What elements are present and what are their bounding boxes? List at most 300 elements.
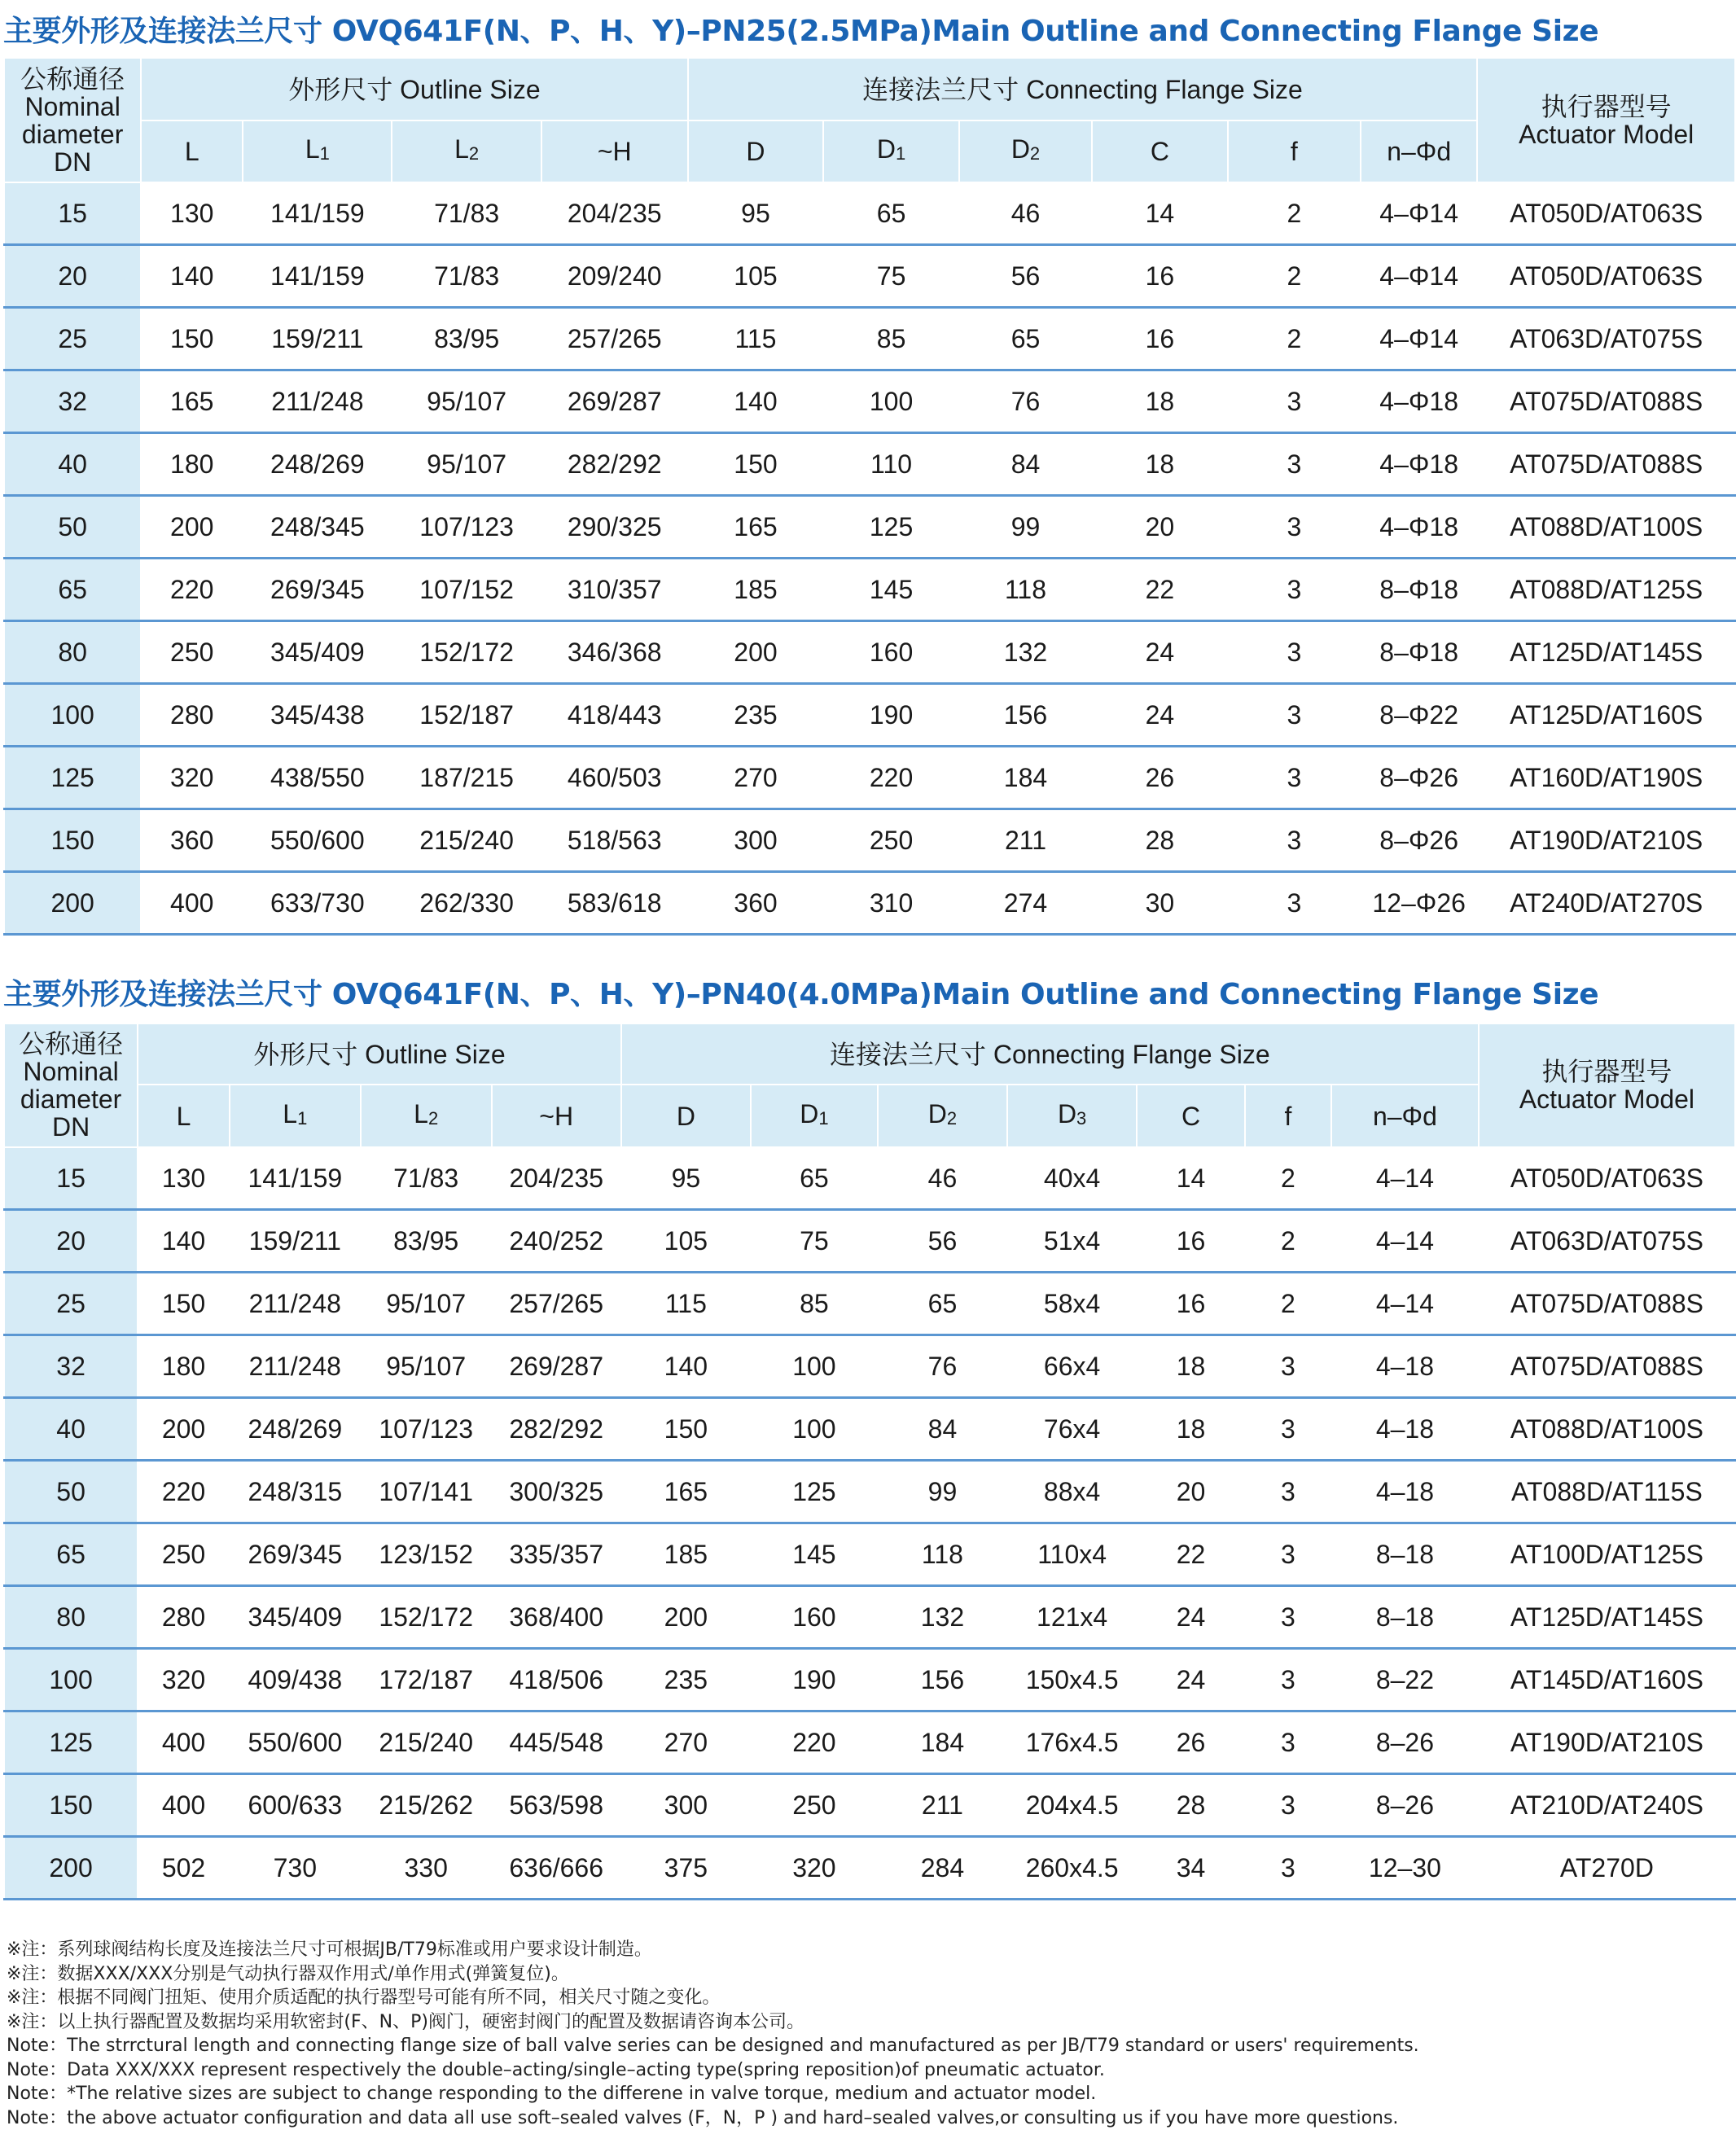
dn-cell: 125 xyxy=(4,1711,138,1774)
table-cell: 46 xyxy=(878,1147,1007,1210)
table-cell: 141/159 xyxy=(230,1147,361,1210)
table-cell: 518/563 xyxy=(541,809,688,872)
table-cell: AT190D/AT210S xyxy=(1479,1711,1735,1774)
table-cell: 28 xyxy=(1092,809,1228,872)
table-cell: 3 xyxy=(1245,1711,1331,1774)
dn-cell: 80 xyxy=(4,1586,138,1649)
table-cell: 115 xyxy=(688,308,824,370)
table-row xyxy=(4,1774,1735,1837)
column-header xyxy=(823,121,959,182)
table-cell: AT075D/AT088S xyxy=(1477,433,1735,496)
table-cell: 270 xyxy=(688,747,824,809)
table-cell: 140 xyxy=(138,1210,230,1273)
table-cell: 4–Φ14 xyxy=(1361,245,1477,308)
table-cell: 300 xyxy=(621,1774,751,1837)
header-actuator-zh: 执行器型号 xyxy=(1478,93,1734,121)
table-cell: 220 xyxy=(141,559,243,621)
table-cell: 418/443 xyxy=(541,684,688,747)
column-header xyxy=(878,1085,1007,1147)
table-cell: 76 xyxy=(878,1335,1007,1398)
table-cell: AT125D/AT160S xyxy=(1477,684,1735,747)
table-cell: 3 xyxy=(1245,1523,1331,1586)
table-cell: 3 xyxy=(1245,1774,1331,1837)
dn-cell: 25 xyxy=(4,308,141,370)
table-cell: 3 xyxy=(1245,1335,1331,1398)
table-row xyxy=(4,370,1735,433)
table-cell: 18 xyxy=(1137,1398,1245,1461)
table-cell: 8–18 xyxy=(1331,1586,1479,1649)
table-cell: 250 xyxy=(138,1523,230,1586)
table-cell: 418/506 xyxy=(492,1649,621,1711)
column-header-subscript: 1 xyxy=(818,1108,828,1129)
table-cell: 65 xyxy=(959,308,1092,370)
table-row xyxy=(4,1649,1735,1711)
table-cell: 85 xyxy=(751,1273,878,1335)
table-cell: 3 xyxy=(1228,684,1361,747)
table-cell: 8–Φ22 xyxy=(1361,684,1477,747)
table-cell: 215/262 xyxy=(361,1774,492,1837)
column-header xyxy=(492,1085,621,1147)
dn-cell: 40 xyxy=(4,1398,138,1461)
table-cell: 152/172 xyxy=(361,1586,492,1649)
column-header-subscript: 1 xyxy=(896,143,905,164)
table-cell: 320 xyxy=(751,1837,878,1900)
header-actuator-en: Actuator Model xyxy=(1478,121,1734,148)
table-cell: 180 xyxy=(138,1335,230,1398)
dn-cell: 20 xyxy=(4,1210,138,1273)
table-cell: 22 xyxy=(1092,559,1228,621)
table-cell: 4–14 xyxy=(1331,1147,1479,1210)
header-actuator-model xyxy=(1477,58,1735,182)
table-cell: 8–Φ26 xyxy=(1361,809,1477,872)
table-cell: 95 xyxy=(621,1147,751,1210)
table-cell: 16 xyxy=(1092,245,1228,308)
table-cell: 132 xyxy=(878,1586,1007,1649)
table-cell: 550/600 xyxy=(243,809,392,872)
table2-pn40 xyxy=(3,1023,1736,1900)
table-cell: 502 xyxy=(138,1837,230,1900)
table-cell: 65 xyxy=(823,182,959,245)
column-header xyxy=(138,1085,230,1147)
table-cell: 88x4 xyxy=(1007,1461,1137,1523)
column-header-label: D xyxy=(677,1102,695,1131)
table-cell: 284 xyxy=(878,1837,1007,1900)
table-cell: 107/123 xyxy=(361,1398,492,1461)
table1-body xyxy=(4,182,1735,935)
table-cell: 165 xyxy=(141,370,243,433)
table-cell: 8–Φ18 xyxy=(1361,559,1477,621)
table-cell: 204/235 xyxy=(492,1147,621,1210)
table-cell: 235 xyxy=(688,684,824,747)
column-header-subscript: 1 xyxy=(320,143,330,164)
dn-cell: 80 xyxy=(4,621,141,684)
note-line: ※注：根据不同阀门扭矩、使用介质适配的执行器型号可能有所不同，相关尺寸随之变化。 xyxy=(7,1986,1725,2010)
table-cell: 150 xyxy=(141,308,243,370)
table-cell: AT063D/AT075S xyxy=(1479,1210,1735,1273)
table-cell: 76 xyxy=(959,370,1092,433)
table-cell: 121x4 xyxy=(1007,1586,1137,1649)
dn-cell: 150 xyxy=(4,809,141,872)
column-header-label: L xyxy=(454,134,469,164)
table-row xyxy=(4,684,1735,747)
table-cell: 107/152 xyxy=(392,559,541,621)
table-cell: 34 xyxy=(1137,1837,1245,1900)
column-header-label: f xyxy=(1284,1102,1291,1131)
table-row xyxy=(4,245,1735,308)
column-header xyxy=(1228,121,1361,182)
table-cell: 95/107 xyxy=(392,433,541,496)
table-cell: 209/240 xyxy=(541,245,688,308)
table-row xyxy=(4,182,1735,245)
table-cell: 280 xyxy=(141,684,243,747)
table-cell: 123/152 xyxy=(361,1523,492,1586)
column-header-label: D xyxy=(1058,1099,1076,1129)
table-cell: 211 xyxy=(878,1774,1007,1837)
header-dn xyxy=(4,1023,138,1147)
table-cell: 165 xyxy=(688,496,824,559)
note-line: Note：*The relative sizes are subject to change responding to the differene in valve torque, medium and actuator model. xyxy=(7,2082,1725,2106)
table-cell: 4–Φ14 xyxy=(1361,308,1477,370)
table-cell: 250 xyxy=(141,621,243,684)
table-cell: AT050D/AT063S xyxy=(1477,182,1735,245)
table-cell: 240/252 xyxy=(492,1210,621,1273)
table-cell: 140 xyxy=(688,370,824,433)
table-cell: 400 xyxy=(138,1711,230,1774)
table1-pn25 xyxy=(3,57,1736,936)
table-cell: 4–14 xyxy=(1331,1210,1479,1273)
table-cell: 204x4.5 xyxy=(1007,1774,1137,1837)
table-cell: 2 xyxy=(1228,245,1361,308)
table-cell: 400 xyxy=(141,872,243,935)
table-cell: 150 xyxy=(621,1398,751,1461)
table-cell: 4–18 xyxy=(1331,1461,1479,1523)
table-cell: 20 xyxy=(1092,496,1228,559)
column-header-label: L xyxy=(305,134,320,164)
dn-cell: 50 xyxy=(4,1461,138,1523)
table-cell: 125 xyxy=(751,1461,878,1523)
table-row xyxy=(4,872,1735,935)
header-dn-en2: diameter xyxy=(5,1085,137,1113)
table-cell: 16 xyxy=(1137,1273,1245,1335)
header-actuator-model xyxy=(1479,1023,1735,1147)
table-cell: 24 xyxy=(1092,684,1228,747)
column-header xyxy=(392,121,541,182)
column-header xyxy=(1137,1085,1245,1147)
table-cell: AT125D/AT145S xyxy=(1479,1586,1735,1649)
table-cell: 105 xyxy=(621,1210,751,1273)
table-cell: 84 xyxy=(878,1398,1007,1461)
table-cell: 257/265 xyxy=(492,1273,621,1335)
table-cell: 282/292 xyxy=(492,1398,621,1461)
table-cell: 3 xyxy=(1245,1398,1331,1461)
table-cell: AT088D/AT100S xyxy=(1477,496,1735,559)
dn-cell: 15 xyxy=(4,1147,138,1210)
table-row xyxy=(4,1523,1735,1586)
table-row xyxy=(4,621,1735,684)
dn-cell: 25 xyxy=(4,1273,138,1335)
table-cell: 152/172 xyxy=(392,621,541,684)
table-cell: 3 xyxy=(1245,1649,1331,1711)
table-cell: 400 xyxy=(138,1774,230,1837)
header-connecting-flange: 连接法兰尺寸 Connecting Flange Size xyxy=(688,58,1478,121)
table-cell: 132 xyxy=(959,621,1092,684)
table-cell: 290/325 xyxy=(541,496,688,559)
table-cell: 99 xyxy=(878,1461,1007,1523)
table-cell: 280 xyxy=(138,1586,230,1649)
table-cell: 600/633 xyxy=(230,1774,361,1837)
table-cell: 345/438 xyxy=(243,684,392,747)
table-cell: 4–Φ18 xyxy=(1361,496,1477,559)
note-line: Note：the above actuator configuration and data all use soft–sealed valves (F，N，P ) and hard–sealed valves,or consulting us if you have more questions. xyxy=(7,2106,1725,2130)
column-header-label: D xyxy=(746,137,765,166)
header-actuator-zh: 执行器型号 xyxy=(1480,1058,1734,1085)
table-cell: 211/248 xyxy=(230,1273,361,1335)
column-header-subscript: 3 xyxy=(1076,1108,1086,1129)
column-header-label: ~H xyxy=(539,1102,573,1131)
column-header xyxy=(243,121,392,182)
header-outline-size: 外形尺寸 Outline Size xyxy=(141,58,687,121)
column-header xyxy=(1007,1085,1137,1147)
dn-cell: 65 xyxy=(4,1523,138,1586)
table-cell: 438/550 xyxy=(243,747,392,809)
table-cell: 24 xyxy=(1137,1649,1245,1711)
table-cell: 300 xyxy=(688,809,824,872)
header-dn-zh: 公称通径 xyxy=(5,1030,137,1058)
column-header xyxy=(751,1085,878,1147)
column-header-subscript: 2 xyxy=(469,143,479,164)
table-cell: 75 xyxy=(823,245,959,308)
table-cell: 300/325 xyxy=(492,1461,621,1523)
table-cell: 51x4 xyxy=(1007,1210,1137,1273)
table-cell: 95 xyxy=(688,182,824,245)
table-cell: 320 xyxy=(138,1649,230,1711)
table-cell: 269/287 xyxy=(541,370,688,433)
table-cell: 3 xyxy=(1245,1461,1331,1523)
table-cell: 159/211 xyxy=(230,1210,361,1273)
table-row xyxy=(4,1711,1735,1774)
table-cell: 65 xyxy=(878,1273,1007,1335)
table-cell: AT063D/AT075S xyxy=(1477,308,1735,370)
table-cell: 71/83 xyxy=(361,1147,492,1210)
table-cell: AT050D/AT063S xyxy=(1479,1147,1735,1210)
table-cell: 3 xyxy=(1228,621,1361,684)
table-cell: 8–Φ26 xyxy=(1361,747,1477,809)
table-cell: 46 xyxy=(959,182,1092,245)
table-cell: 150 xyxy=(138,1273,230,1335)
table-cell: 4–18 xyxy=(1331,1335,1479,1398)
dn-cell: 125 xyxy=(4,747,141,809)
table-cell: 152/187 xyxy=(392,684,541,747)
dn-cell: 20 xyxy=(4,245,141,308)
table-row xyxy=(4,1586,1735,1649)
table-cell: 176x4.5 xyxy=(1007,1711,1137,1774)
table-cell: 118 xyxy=(959,559,1092,621)
notes-section xyxy=(7,1938,1725,2130)
column-header xyxy=(1092,121,1228,182)
table-cell: 262/330 xyxy=(392,872,541,935)
table-row xyxy=(4,308,1735,370)
table-cell: 3 xyxy=(1245,1837,1331,1900)
table-cell: 14 xyxy=(1137,1147,1245,1210)
table-cell: 257/265 xyxy=(541,308,688,370)
table-cell: 83/95 xyxy=(361,1210,492,1273)
table-cell: 56 xyxy=(878,1210,1007,1273)
table-cell: 2 xyxy=(1245,1273,1331,1335)
table-cell: 100 xyxy=(751,1335,878,1398)
column-header-label: C xyxy=(1181,1102,1200,1131)
table-cell: 248/269 xyxy=(230,1398,361,1461)
table-cell: 141/159 xyxy=(243,245,392,308)
table-row xyxy=(4,1837,1735,1900)
table-cell: 190 xyxy=(751,1649,878,1711)
table-cell: 180 xyxy=(141,433,243,496)
table-cell: 320 xyxy=(141,747,243,809)
table-cell: 260x4.5 xyxy=(1007,1837,1137,1900)
table-cell: 24 xyxy=(1092,621,1228,684)
column-header xyxy=(1331,1085,1479,1147)
table-cell: 145 xyxy=(823,559,959,621)
table-cell: 95/107 xyxy=(361,1273,492,1335)
table-cell: 345/409 xyxy=(230,1586,361,1649)
table-cell: 56 xyxy=(959,245,1092,308)
header-dn xyxy=(4,58,141,182)
table-cell: 159/211 xyxy=(243,308,392,370)
table-cell: AT100D/AT125S xyxy=(1479,1523,1735,1586)
column-header-subscript: 2 xyxy=(947,1108,957,1129)
column-header xyxy=(141,121,243,182)
table-cell: AT210D/AT240S xyxy=(1479,1774,1735,1837)
table-cell: 84 xyxy=(959,433,1092,496)
table-cell: 3 xyxy=(1228,559,1361,621)
table-cell: AT160D/AT190S xyxy=(1477,747,1735,809)
table-cell: 211 xyxy=(959,809,1092,872)
table-cell: 211/248 xyxy=(243,370,392,433)
table-cell: 4–Φ18 xyxy=(1361,370,1477,433)
table-cell: 360 xyxy=(141,809,243,872)
table-cell: 140 xyxy=(621,1335,751,1398)
table-cell: 310/357 xyxy=(541,559,688,621)
table-row xyxy=(4,1335,1735,1398)
table-cell: 330 xyxy=(361,1837,492,1900)
table-cell: 20 xyxy=(1137,1461,1245,1523)
table-cell: 4–18 xyxy=(1331,1398,1479,1461)
table-cell: 187/215 xyxy=(392,747,541,809)
table-cell: 8–18 xyxy=(1331,1523,1479,1586)
table-cell: 140 xyxy=(141,245,243,308)
dn-cell: 65 xyxy=(4,559,141,621)
table-cell: 26 xyxy=(1092,747,1228,809)
table-cell: AT088D/AT100S xyxy=(1479,1398,1735,1461)
table-cell: 215/240 xyxy=(361,1711,492,1774)
table-cell: 150 xyxy=(688,433,824,496)
header-dn-en1: Nominal xyxy=(5,93,140,121)
table-cell: 550/600 xyxy=(230,1711,361,1774)
column-header-subscript: 1 xyxy=(297,1108,307,1129)
table1-title: 主要外形及连接法兰尺寸 OVQ641F(N、P、H、Y)–PN25(2.5MPa)Main Outline and Connecting Flange Size xyxy=(3,11,1598,52)
dn-cell: 200 xyxy=(4,1837,138,1900)
column-header xyxy=(1245,1085,1331,1147)
table-cell: 3 xyxy=(1228,872,1361,935)
dn-cell: 50 xyxy=(4,496,141,559)
table-cell: 269/345 xyxy=(243,559,392,621)
table-cell: 3 xyxy=(1228,747,1361,809)
table-cell: 71/83 xyxy=(392,245,541,308)
table-cell: 563/598 xyxy=(492,1774,621,1837)
table-cell: 200 xyxy=(138,1398,230,1461)
column-header-label: D xyxy=(928,1099,947,1129)
table-cell: 200 xyxy=(621,1586,751,1649)
table-cell: 633/730 xyxy=(243,872,392,935)
dn-cell: 15 xyxy=(4,182,141,245)
table-cell: 220 xyxy=(138,1461,230,1523)
table-cell: 248/269 xyxy=(243,433,392,496)
table-cell: 445/548 xyxy=(492,1711,621,1774)
table-cell: 165 xyxy=(621,1461,751,1523)
table-cell: 156 xyxy=(959,684,1092,747)
table-row xyxy=(4,1461,1735,1523)
table-cell: AT125D/AT145S xyxy=(1477,621,1735,684)
table-cell: 115 xyxy=(621,1273,751,1335)
table-row xyxy=(4,1147,1735,1210)
column-header xyxy=(230,1085,361,1147)
table-cell: 18 xyxy=(1137,1335,1245,1398)
column-header-label: f xyxy=(1291,137,1298,166)
table-cell: 107/141 xyxy=(361,1461,492,1523)
table-row xyxy=(4,1210,1735,1273)
table-cell: 156 xyxy=(878,1649,1007,1711)
table-cell: 2 xyxy=(1245,1147,1331,1210)
table-cell: 204/235 xyxy=(541,182,688,245)
column-header-label: L xyxy=(283,1099,297,1129)
table-cell: 248/315 xyxy=(230,1461,361,1523)
column-header-subscript: 2 xyxy=(1030,143,1040,164)
column-header xyxy=(959,121,1092,182)
table-cell: 274 xyxy=(959,872,1092,935)
table-cell: AT270D xyxy=(1479,1837,1735,1900)
table-cell: AT088D/AT125S xyxy=(1477,559,1735,621)
note-line: Note：Data XXX/XXX represent respectively the double–acting/single–acting type(spring reposition)of pneumatic actuator. xyxy=(7,2058,1725,2083)
table-cell: 110 xyxy=(823,433,959,496)
table-cell: 200 xyxy=(141,496,243,559)
table-cell: 16 xyxy=(1137,1210,1245,1273)
table-cell: 150x4.5 xyxy=(1007,1649,1137,1711)
table-cell: 118 xyxy=(878,1523,1007,1586)
table-cell: AT145D/AT160S xyxy=(1479,1649,1735,1711)
table-cell: 270 xyxy=(621,1711,751,1774)
table-cell: 40x4 xyxy=(1007,1147,1137,1210)
table-cell: 235 xyxy=(621,1649,751,1711)
table-cell: 360 xyxy=(688,872,824,935)
table-cell: 99 xyxy=(959,496,1092,559)
header-connecting-flange: 连接法兰尺寸 Connecting Flange Size xyxy=(621,1023,1479,1085)
header-dn-en2: diameter xyxy=(5,121,140,148)
table-cell: 12–Φ26 xyxy=(1361,872,1477,935)
table-cell: 58x4 xyxy=(1007,1273,1137,1335)
dn-cell: 40 xyxy=(4,433,141,496)
table-cell: 141/159 xyxy=(243,182,392,245)
table-cell: 28 xyxy=(1137,1774,1245,1837)
header-dn-zh: 公称通径 xyxy=(5,65,140,93)
table-cell: AT075D/AT088S xyxy=(1479,1335,1735,1398)
table-cell: 250 xyxy=(751,1774,878,1837)
table-cell: 409/438 xyxy=(230,1649,361,1711)
table-cell: 220 xyxy=(823,747,959,809)
dn-cell: 32 xyxy=(4,370,141,433)
column-header-label: n–Φd xyxy=(1387,137,1451,166)
table-cell: 269/345 xyxy=(230,1523,361,1586)
table-cell: 30 xyxy=(1092,872,1228,935)
table-cell: 2 xyxy=(1228,308,1361,370)
